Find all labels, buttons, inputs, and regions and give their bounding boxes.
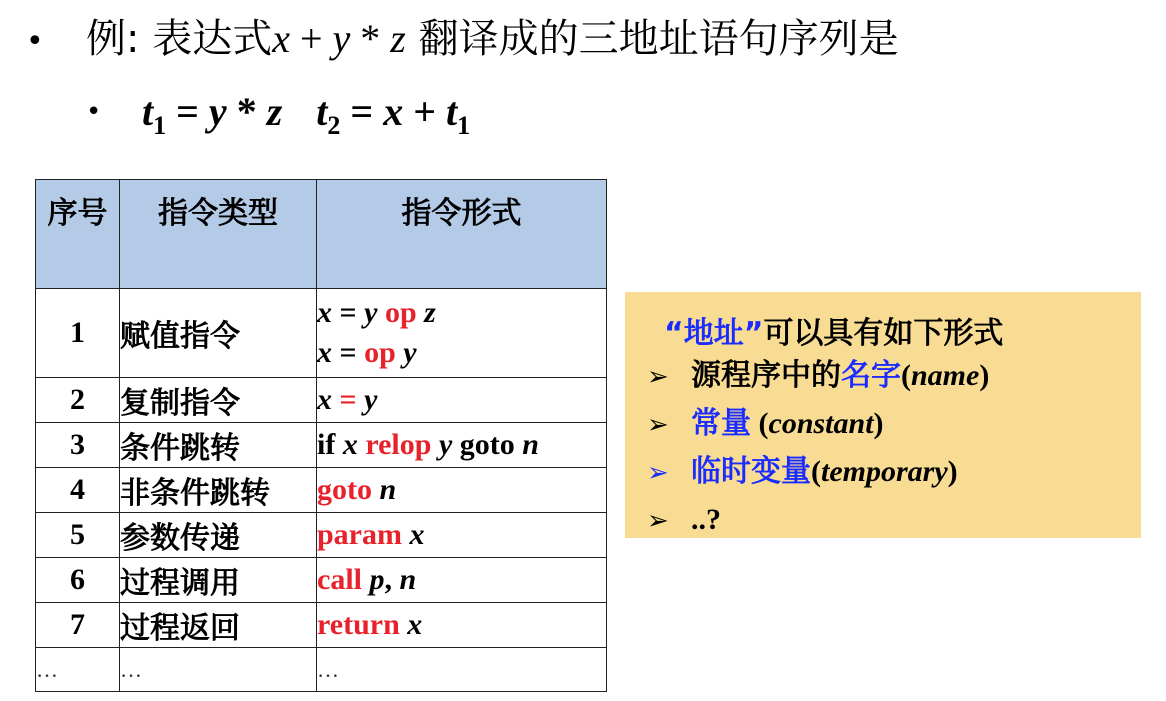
item-highlight: 名字 xyxy=(841,358,901,393)
item-highlight: 常量 xyxy=(691,406,751,441)
eq-1: = xyxy=(166,89,209,134)
address-forms-box xyxy=(625,292,1141,538)
t1-ref-var: t xyxy=(445,89,458,134)
form-eq: = xyxy=(332,296,365,329)
heading-suffix: 翻译成的三地址语句序列是 xyxy=(405,16,899,62)
row-no: 7 xyxy=(36,603,120,648)
ellipsis-cell: … xyxy=(36,648,120,692)
arrow-bullet-icon: ➢ xyxy=(647,410,669,440)
form-n: n xyxy=(522,428,539,461)
row-form xyxy=(317,603,607,648)
table-row xyxy=(36,378,607,423)
seq-plus: + xyxy=(403,89,446,134)
three-address-sequence xyxy=(142,86,470,138)
t1-sub: 1 xyxy=(153,111,167,140)
form-x: x xyxy=(317,296,332,329)
t1-ref-sub: 1 xyxy=(457,111,471,140)
table-row xyxy=(36,648,607,692)
item-pre: 源程序中的 xyxy=(691,358,841,393)
form-y: y xyxy=(395,336,417,369)
form-eq: = xyxy=(332,336,365,369)
t2-sub: 2 xyxy=(327,111,341,140)
item-close: ) xyxy=(947,455,958,488)
arrow-bullet-icon: ➢ xyxy=(647,362,669,392)
table-row xyxy=(36,558,607,603)
item-text: ..? xyxy=(691,503,721,536)
box-title-quote: “地址” xyxy=(664,316,764,351)
item-close: ) xyxy=(979,359,990,392)
ellipsis-cell: … xyxy=(120,648,317,692)
table-row xyxy=(36,423,607,468)
expr-times: * xyxy=(350,16,391,61)
form-x: x xyxy=(317,383,332,416)
form-p: p xyxy=(369,563,385,596)
form-op: op xyxy=(377,296,425,329)
row-type: 赋值指令 xyxy=(120,289,317,378)
form-y: y xyxy=(438,428,453,461)
item-close: ) xyxy=(873,407,884,440)
instruction-table xyxy=(35,179,607,692)
item-highlight: 临时变量 xyxy=(691,454,811,489)
row-form xyxy=(317,513,607,558)
expr-z: z xyxy=(390,16,406,61)
list-item xyxy=(647,356,989,397)
eq-2: = xyxy=(340,89,384,134)
row-type: 过程调用 xyxy=(120,558,317,603)
expr-y: y xyxy=(332,16,351,61)
table-row xyxy=(36,468,607,513)
row-type: 过程返回 xyxy=(120,603,317,648)
t2-var: t xyxy=(316,89,328,134)
bullet-2: • xyxy=(86,97,102,127)
row-form xyxy=(317,378,607,423)
row-form xyxy=(317,558,607,603)
form-relop: relop xyxy=(357,428,439,461)
form-n: n xyxy=(379,473,397,506)
item-open: ( xyxy=(751,407,769,440)
form-return: return xyxy=(317,608,408,641)
item-en: name xyxy=(911,359,980,392)
bullet-1: • xyxy=(26,24,44,59)
table-header-row xyxy=(36,180,607,289)
seq-y: y xyxy=(208,89,227,134)
heading-prefix: 例: 表达式 xyxy=(86,16,273,62)
seq-z: z xyxy=(266,89,283,134)
header-no: 序号 xyxy=(36,180,120,289)
item-open: ( xyxy=(901,359,911,392)
expr-plus: + xyxy=(289,16,333,61)
form-comma: , xyxy=(384,563,400,596)
list-item xyxy=(647,404,884,445)
row-no: 3 xyxy=(36,423,120,468)
row-type: 复制指令 xyxy=(120,378,317,423)
row-type: 条件跳转 xyxy=(120,423,317,468)
row-no: 4 xyxy=(36,468,120,513)
t1-var: t xyxy=(142,89,154,134)
form-goto: goto xyxy=(452,428,523,461)
form-if: if xyxy=(317,428,343,461)
arrow-bullet-icon: ➢ xyxy=(647,506,669,536)
form-op: op xyxy=(364,336,396,369)
box-title-rest: 可以具有如下形式 xyxy=(763,316,1004,351)
form-x: x xyxy=(317,336,332,369)
ellipsis-cell: … xyxy=(317,648,607,692)
example-heading xyxy=(86,14,899,64)
row-form xyxy=(317,468,607,513)
item-en: constant xyxy=(768,407,874,440)
form-x: x xyxy=(407,608,423,641)
row-no: 5 xyxy=(36,513,120,558)
seq-times: * xyxy=(226,89,267,134)
row-form xyxy=(317,423,607,468)
arrow-bullet-icon: ➢ xyxy=(647,458,669,488)
row-type: 参数传递 xyxy=(120,513,317,558)
form-eq: = xyxy=(332,383,365,416)
table-row xyxy=(36,513,607,558)
row-no: 2 xyxy=(36,378,120,423)
header-type: 指令类型 xyxy=(120,180,317,289)
header-form: 指令形式 xyxy=(317,180,607,289)
form-x: x xyxy=(342,428,358,461)
row-form xyxy=(317,289,607,378)
form-param: param xyxy=(317,518,410,551)
form-n: n xyxy=(399,563,417,596)
item-open: ( xyxy=(811,455,821,488)
row-no: 6 xyxy=(36,558,120,603)
form-y: y xyxy=(364,383,378,416)
table-row xyxy=(36,603,607,648)
list-item xyxy=(647,452,958,493)
item-en: temporary xyxy=(821,455,948,488)
box-title xyxy=(664,308,1003,352)
table-row xyxy=(36,289,607,378)
row-type: 非条件跳转 xyxy=(120,468,317,513)
form-x: x xyxy=(409,518,425,551)
form-z: z xyxy=(424,296,436,329)
list-item xyxy=(647,500,721,541)
form-y: y xyxy=(364,296,378,329)
form-goto: goto xyxy=(317,473,380,506)
row-no: 1 xyxy=(36,289,120,378)
form-call: call xyxy=(317,563,370,596)
seq-x: x xyxy=(383,89,404,134)
expr-x: x xyxy=(272,16,290,61)
